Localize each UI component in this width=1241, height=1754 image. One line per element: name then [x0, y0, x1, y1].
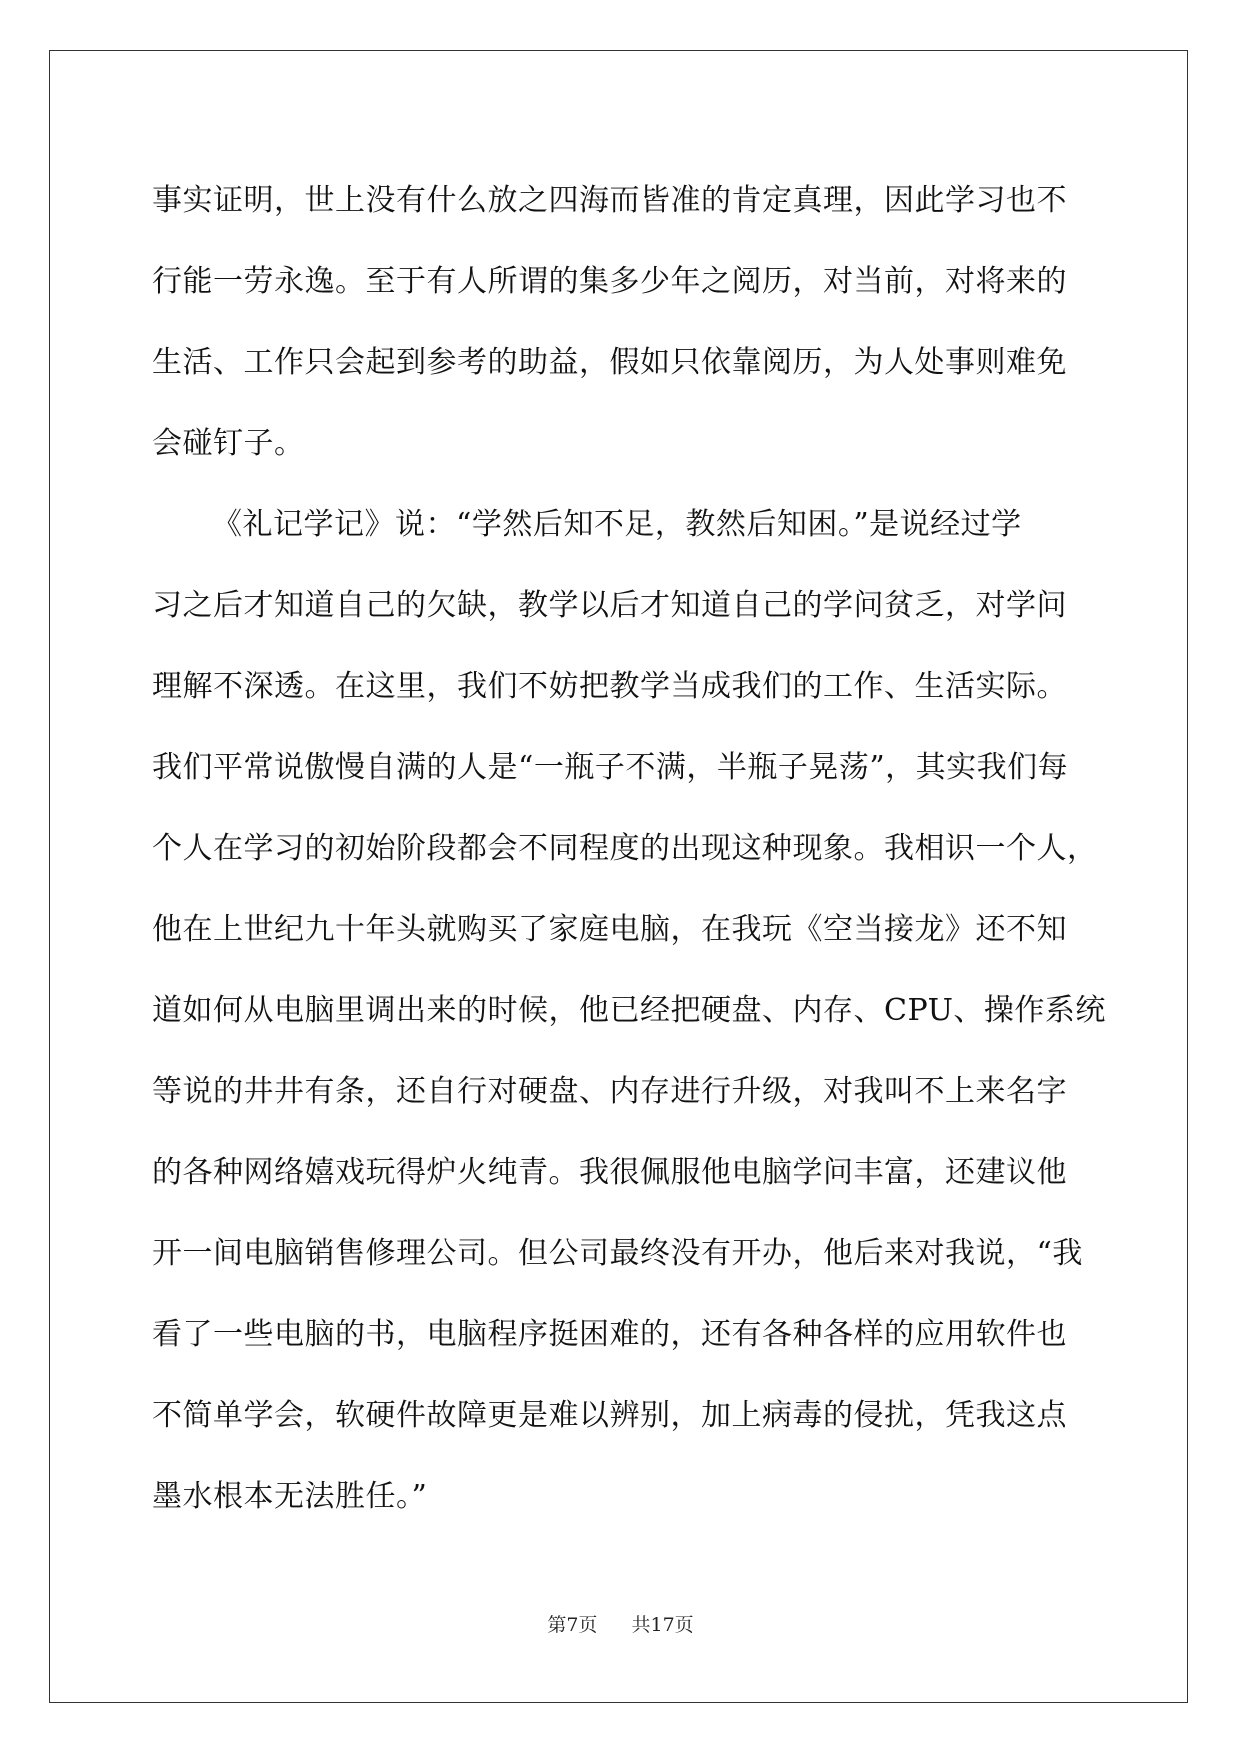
text-line: 会碰钉子。 [152, 426, 305, 461]
text-line: 事实证明，世上没有什么放之四海而皆准的肯定真理，因此学习也不 [152, 183, 1067, 218]
text-line: 个人在学习的初始阶段都会不同程度的出现这种现象。我相识一个人， [152, 831, 1098, 866]
text-line: 的各种网络嬉戏玩得炉火纯青。我很佩服他电脑学问丰富，还建议他 [152, 1155, 1067, 1190]
text-line: 墨水根本无法胜任。” [152, 1479, 428, 1514]
text-line: 不简单学会，软硬件故障更是难以辨别，加上病毒的侵扰，凭我这点 [152, 1398, 1067, 1433]
text-line: 道如何从电脑里调出来的时候，他已经把硬盘、内存、CPU、操作系统 [152, 993, 1106, 1028]
text-line: 习之后才知道自己的欠缺，教学以后才知道自己的学问贫乏，对学问 [152, 588, 1067, 623]
text-line: 开一间电脑销售修理公司。但公司最终没有开办，他后来对我说，“我 [152, 1236, 1083, 1271]
text-line: 我们平常说傲慢自满的人是“一瓶子不满，半瓶子晃荡”，其实我们每 [152, 750, 1069, 785]
text-line: 生活、工作只会起到参考的助益，假如只依靠阅历，为人处事则难免 [152, 345, 1067, 380]
text-line: 看了一些电脑的书，电脑程序挺困难的，还有各种各样的应用软件也 [152, 1317, 1067, 1352]
page-number-current: 第7页 [547, 1614, 598, 1636]
page-footer [0, 1610, 1241, 1637]
text-line: 理解不深透。在这里，我们不妨把教学当成我们的工作、生活实际。 [152, 669, 1067, 704]
document-body [152, 160, 1106, 1537]
page-number-total: 共17页 [631, 1614, 694, 1636]
text-line: 他在上世纪九十年头就购买了家庭电脑，在我玩《空当接龙》还不知 [152, 912, 1067, 947]
text-line: 行能一劳永逸。至于有人所谓的集多少年之阅历，对当前，对将来的 [152, 264, 1067, 299]
paragraph-start-line: 《礼记学记》说：“学然后知不足，教然后知困。”是说经过学 [212, 507, 1022, 542]
text-line: 等说的井井有条，还自行对硬盘、内存进行升级，对我叫不上来名字 [152, 1074, 1067, 1109]
